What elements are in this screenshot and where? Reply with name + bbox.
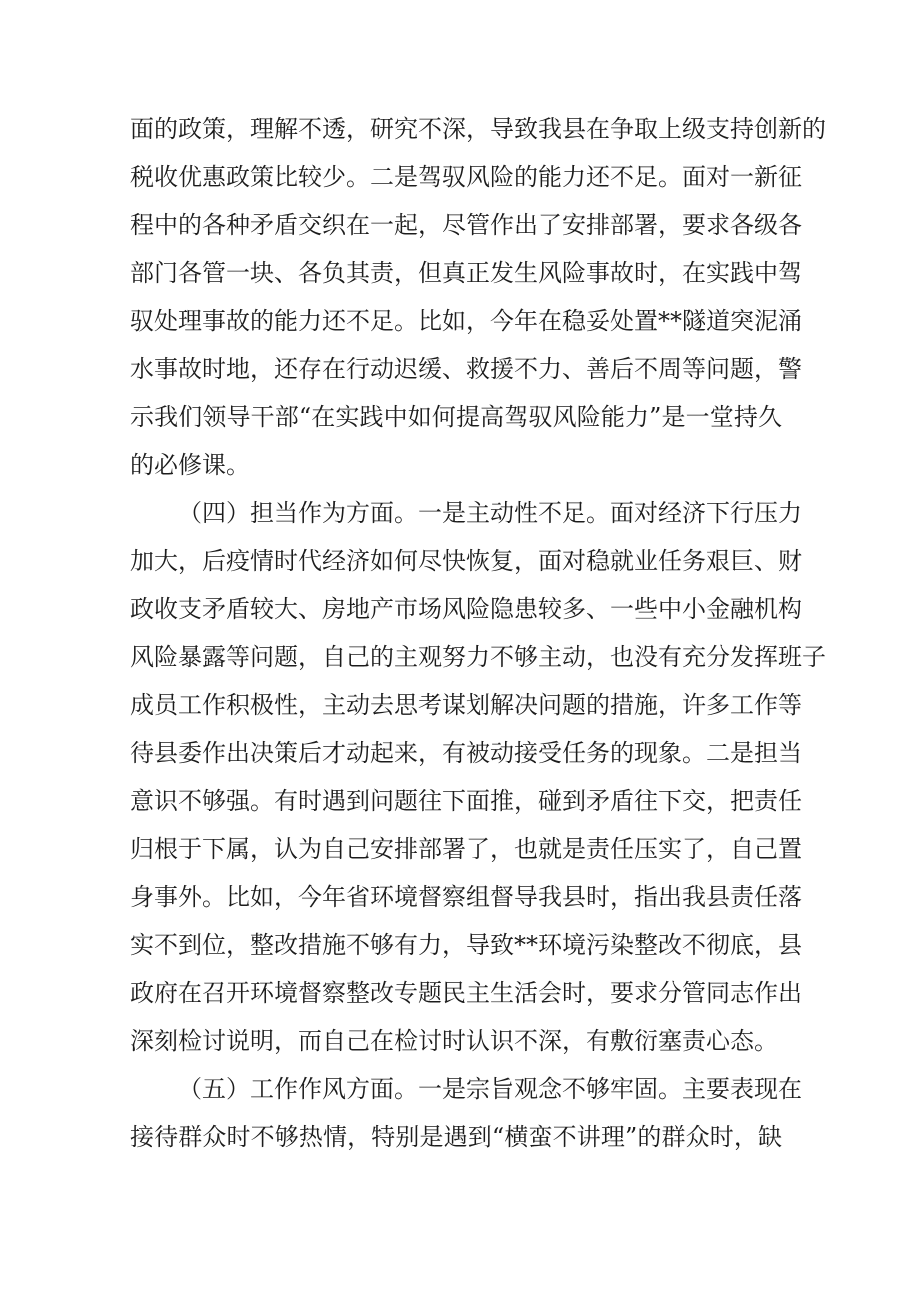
paragraph-line: 面的政策，理解不透，研究不深，导致我县在争取上级支持创新的	[130, 115, 826, 143]
paragraph-line: 接待群众时不够热情，特别是遇到“横蛮不讲理”的群众时，缺	[130, 1123, 782, 1151]
paragraph-line: 成员工作积极性，主动去思考谋划解决问题的措施，许多工作等	[130, 691, 802, 719]
paragraph-line: 身事外。比如，今年省环境督察组督导我县时，指出我县责任落	[130, 883, 802, 911]
paragraph-line: 税收优惠政策比较少。二是驾驭风险的能力还不足。面对一新征	[130, 163, 802, 191]
paragraph-line: 实不到位，整改措施不够有力，导致**环境污染整改不彻底，县	[130, 931, 802, 959]
paragraph-line: 的必修课。	[130, 451, 250, 479]
paragraph-line: 程中的各种矛盾交织在一起，尽管作出了安排部署，要求各级各	[130, 211, 802, 239]
section-heading-line: （四）担当作为方面。一是主动性不足。面对经济下行压力	[178, 499, 802, 527]
paragraph-line: 驭处理事故的能力还不足。比如，今年在稳妥处置**隧道突泥涌	[130, 307, 802, 335]
paragraph-line: 风险暴露等问题，自己的主观努力不够主动，也没有充分发挥班子	[130, 643, 826, 671]
paragraph-line: 政府在召开环境督察整改专题民主生活会时，要求分管同志作出	[130, 979, 802, 1007]
paragraph-line: 部门各管一块、各负其责，但真正发生风险事故时，在实践中驾	[130, 259, 802, 287]
paragraph-line: 政收支矛盾较大、房地产市场风险隐患较多、一些中小金融机构	[130, 595, 802, 623]
paragraph-line: 深刻检讨说明，而自己在检讨时认识不深，有敷衍塞责心态。	[130, 1027, 778, 1055]
paragraph-line: 加大，后疫情时代经济如何尽快恢复，面对稳就业任务艰巨、财	[130, 547, 802, 575]
paragraph-line: 归根于下属，认为自己安排部署了，也就是责任压实了，自己置	[130, 835, 802, 863]
paragraph-line: 示我们领导干部“在实践中如何提高驾驭风险能力”是一堂持久	[130, 403, 782, 431]
section-heading-line: （五）工作作风方面。一是宗旨观念不够牢固。主要表现在	[178, 1075, 802, 1103]
paragraph-line: 水事故时地，还存在行动迟缓、救援不力、善后不周等问题，警	[130, 355, 802, 383]
paragraph-line: 意识不够强。有时遇到问题往下面推，碰到矛盾往下交，把责任	[130, 787, 802, 815]
paragraph-line: 待县委作出决策后才动起来，有被动接受任务的现象。二是担当	[130, 739, 802, 767]
